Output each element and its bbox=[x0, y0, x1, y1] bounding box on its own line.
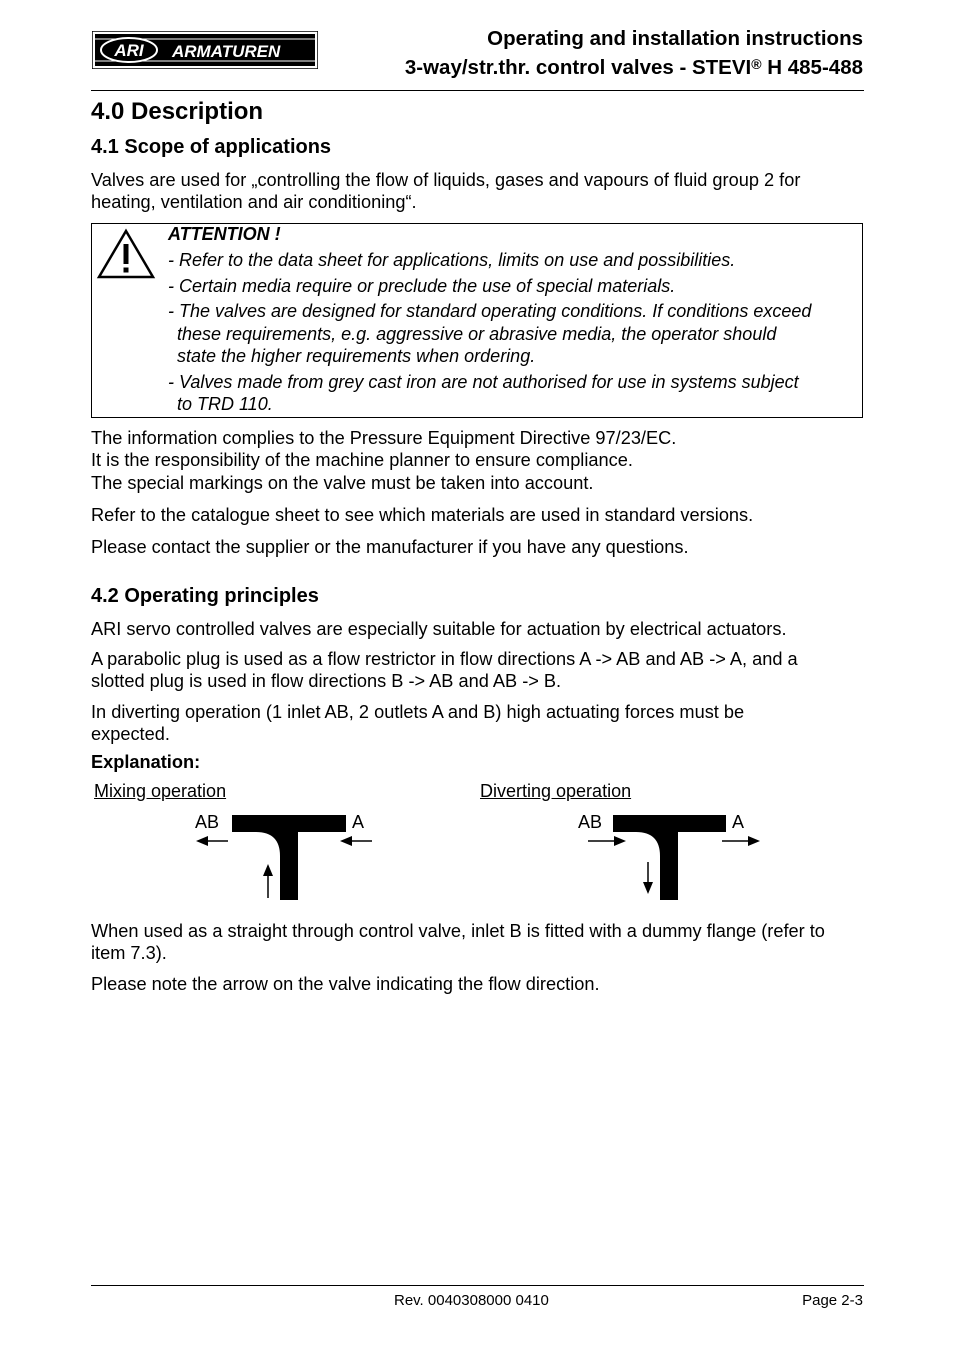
straight-through-note: When used as a straight through control valve, inlet B is fitted with a dummy flange (refer to bbox=[91, 921, 825, 941]
principles-paragraph: expected. bbox=[91, 724, 170, 744]
contact-note: Please contact the supplier or the manufacturer if you have any questions. bbox=[91, 537, 689, 557]
document-title-line2: 3-way/str.thr. control valves - STEVI® H 485-488 bbox=[404, 56, 863, 79]
scope-paragraph-line2: heating, ventilation and air conditioning“. bbox=[91, 192, 417, 212]
straight-through-note: item 7.3). bbox=[91, 943, 167, 963]
principles-paragraph: slotted plug is used in flow directions B -> AB and AB -> B. bbox=[91, 671, 562, 691]
arrow-direction-note: Please note the arrow on the valve indicating the flow direction. bbox=[91, 974, 600, 994]
warning-icon bbox=[96, 228, 156, 280]
section-heading: 4.0 Description bbox=[91, 98, 264, 125]
mixing-operation-title: Mixing operation bbox=[94, 781, 227, 801]
attention-item: - The valves are designed for standard operating conditions. If conditions exceed bbox=[168, 301, 812, 321]
attention-item: - Refer to the data sheet for applications, limits on use and possibilities. bbox=[168, 250, 736, 270]
scope-paragraph-line1: Valves are used for „controlling the flow of liquids, gases and vapours of fluid group 2 for bbox=[91, 170, 801, 190]
revision-number: Rev. 0040308000 0410 bbox=[394, 1292, 549, 1309]
principles-paragraph: ARI servo controlled valves are especially suitable for actuation by electrical actuators. bbox=[91, 619, 787, 639]
mixing-label-ab: AB bbox=[195, 812, 220, 832]
principles-heading: 4.2 Operating principles bbox=[91, 585, 319, 607]
info-line: It is the responsibility of the machine planner to ensure compliance. bbox=[91, 450, 633, 470]
explanation-label: Explanation: bbox=[91, 752, 201, 772]
attention-item-continued: to TRD 110. bbox=[177, 394, 273, 414]
principles-paragraph: In diverting operation (1 inlet AB, 2 outlets A and B) high actuating forces must be bbox=[91, 702, 745, 722]
diverting-label-a: A bbox=[732, 812, 745, 832]
mixing-label-a: A bbox=[352, 812, 365, 832]
svg-text:ARI: ARI bbox=[114, 41, 144, 60]
diverting-valve-diagram bbox=[580, 810, 770, 900]
attention-item: - Valves made from grey cast iron are not authorised for use in systems subject bbox=[168, 372, 799, 392]
footer-rule bbox=[91, 1285, 864, 1286]
scope-heading: 4.1 Scope of applications bbox=[91, 136, 332, 158]
document-title-line1: Operating and installation instructions bbox=[487, 27, 863, 50]
header-rule bbox=[91, 90, 864, 91]
mixing-valve-diagram bbox=[190, 810, 380, 900]
page-number: Page 2-3 bbox=[802, 1292, 863, 1309]
catalogue-note: Refer to the catalogue sheet to see which materials are used in standard versions. bbox=[91, 505, 754, 525]
attention-item-continued: these requirements, e.g. aggressive or abrasive media, the operator should bbox=[177, 324, 777, 344]
diverting-operation-title: Diverting operation bbox=[480, 781, 632, 801]
ari-armaturen-logo bbox=[92, 31, 318, 69]
diverting-label-ab: AB bbox=[578, 812, 603, 832]
info-line: The information complies to the Pressure Equipment Directive 97/23/EC. bbox=[91, 428, 677, 448]
principles-paragraph: A parabolic plug is used as a flow restrictor in flow directions A -> AB and AB -> A, and a bbox=[91, 649, 798, 669]
svg-text:ARMATUREN: ARMATUREN bbox=[172, 42, 281, 61]
info-line: The special markings on the valve must be taken into account. bbox=[91, 473, 594, 493]
attention-title: ATTENTION ! bbox=[168, 224, 281, 244]
attention-item: - Certain media require or preclude the use of special materials. bbox=[168, 276, 676, 296]
attention-item-continued: state the higher requirements when ordering. bbox=[177, 346, 536, 366]
